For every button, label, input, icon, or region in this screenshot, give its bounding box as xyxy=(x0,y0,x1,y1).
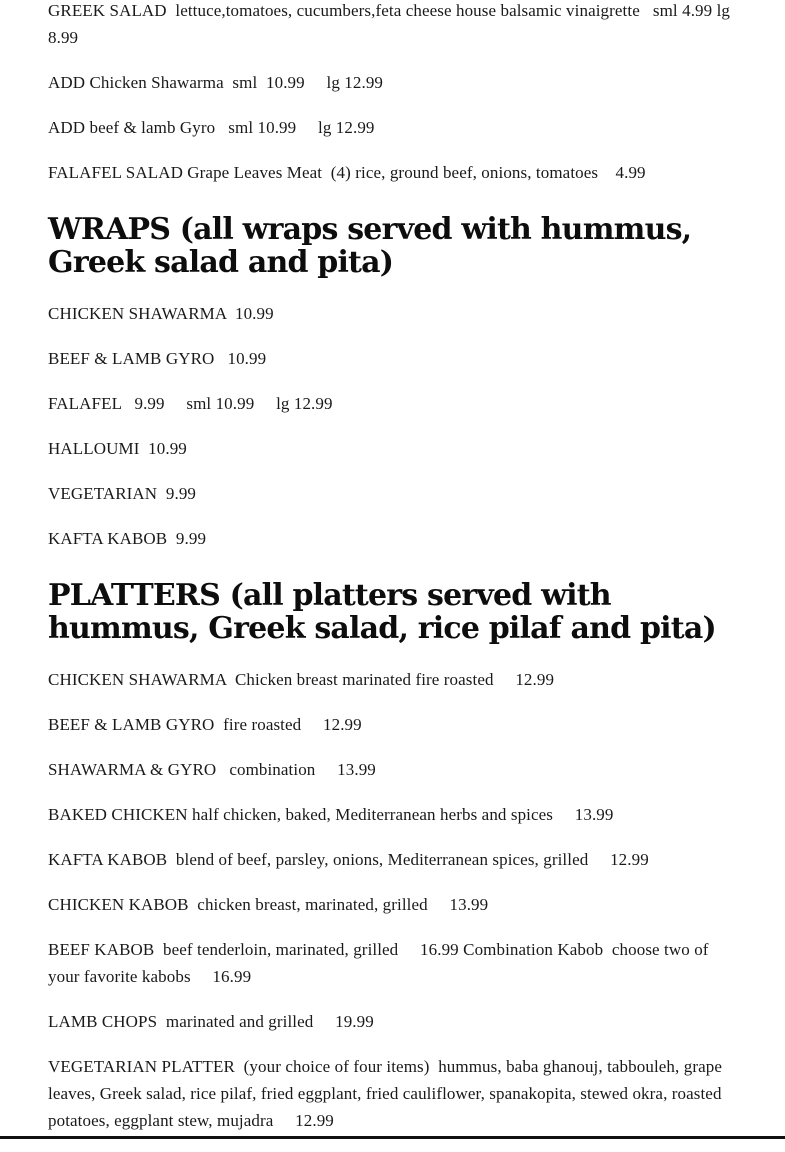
wrap-beef-lamb-gyro: BEEF & LAMB GYRO 10.99 xyxy=(48,349,267,368)
wrap-chicken-shawarma: CHICKEN SHAWARMA 10.99 xyxy=(48,304,274,323)
wrap-falafel: FALAFEL 9.99 sml 10.99 lg 12.99 xyxy=(48,394,333,413)
menu-item-add-chicken-shawarma: ADD Chicken Shawarma sml 10.99 lg 12.99 xyxy=(48,73,384,92)
wraps-section xyxy=(48,213,738,552)
salads-section xyxy=(48,0,738,186)
platters-section xyxy=(48,579,738,1134)
wrap-halloumi: HALLOUMI 10.99 xyxy=(48,439,187,458)
platter-baked-chicken: BAKED CHICKEN half chicken, baked, Mediterranean herbs and spices 13.99 xyxy=(48,805,614,824)
platter-beef-kabob: BEEF KABOB beef tenderloin, marinated, grilled 16.99 Combination Kabob choose two of your favorite kabobs 16.99 xyxy=(48,940,713,986)
platter-shawarma-gyro: SHAWARMA & GYRO combination 13.99 xyxy=(48,760,376,779)
platter-beef-lamb-gyro: BEEF & LAMB GYRO fire roasted 12.99 xyxy=(48,715,362,734)
menu-item-falafel-salad: FALAFEL SALAD Grape Leaves Meat (4) rice, ground beef, onions, tomatoes 4.99 xyxy=(48,163,646,182)
platter-vegetarian: VEGETARIAN PLATTER (your choice of four items) hummus, baba ghanouj, tabbouleh, grape leaves, Greek salad, rice pilaf, fried eggplant, fried cauliflower, spanakopita, stewed okra, roasted potatoes, eggplant stew, mujadra 12.99 xyxy=(48,1057,727,1130)
wrap-kafta-kabob: KAFTA KABOB 9.99 xyxy=(48,529,207,548)
platter-kafta-kabob: KAFTA KABOB blend of beef, parsley, onions, Mediterranean spices, grilled 12.99 xyxy=(48,850,649,869)
wrap-vegetarian: VEGETARIAN 9.99 xyxy=(48,484,197,503)
platter-lamb-chops: LAMB CHOPS marinated and grilled 19.99 xyxy=(48,1012,374,1031)
menu-page xyxy=(48,0,738,1152)
menu-item-greek-salad: GREEK SALAD lettuce,tomatoes, cucumbers,feta cheese house balsamic vinaigrette sml 4.99 lg 8.99 xyxy=(48,1,735,47)
wraps-heading: WRAPS (all wraps served with hummus, Greek salad and pita) xyxy=(48,212,692,280)
platter-chicken-shawarma: CHICKEN SHAWARMA Chicken breast marinated fire roasted 12.99 xyxy=(48,670,555,689)
platter-chicken-kabob: CHICKEN KABOB chicken breast, marinated, grilled 13.99 xyxy=(48,895,489,914)
menu-item-add-beef-lamb-gyro: ADD beef & lamb Gyro sml 10.99 lg 12.99 xyxy=(48,118,375,137)
platters-heading: PLATTERS (all platters served with hummus, Greek salad, rice pilaf and pita) xyxy=(48,578,716,646)
